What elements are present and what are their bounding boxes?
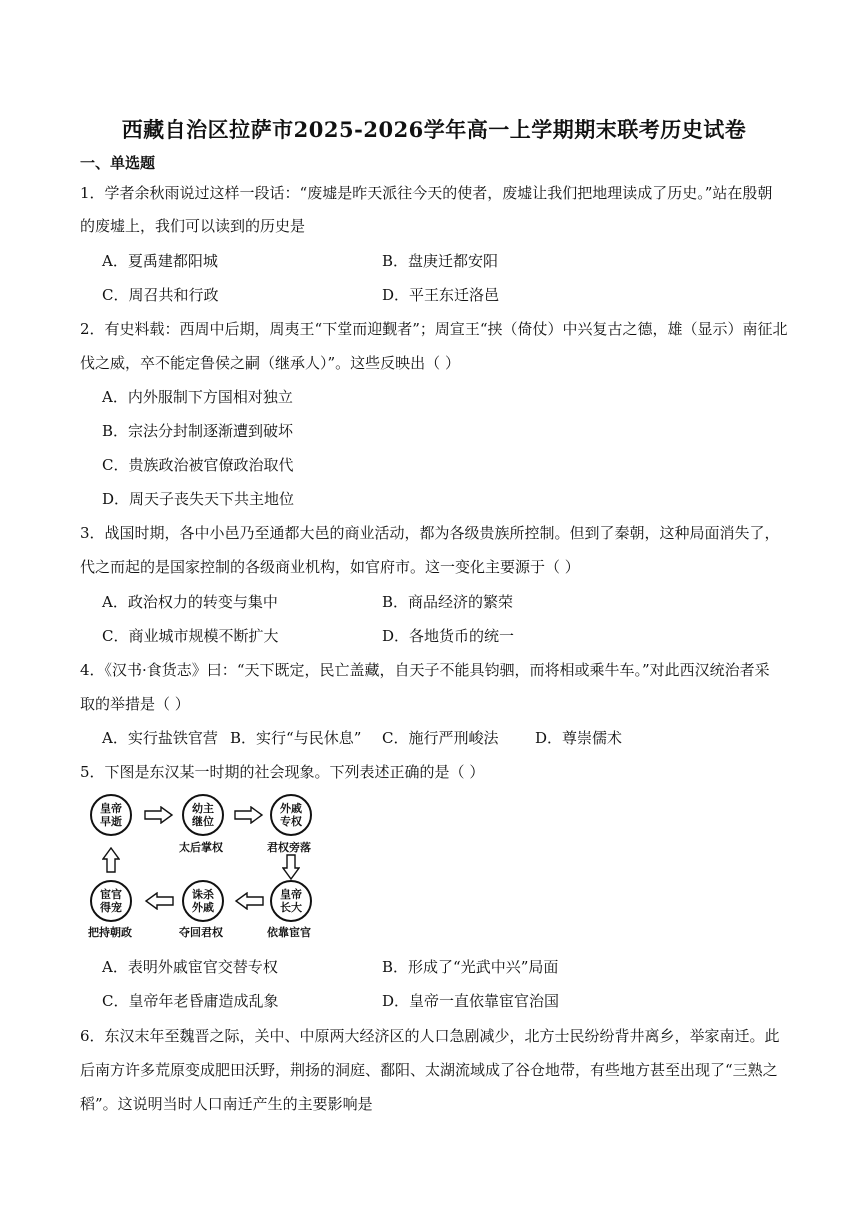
question-3-option-b: B．商品经济的繁荣 <box>382 593 514 611</box>
question-6-line-1: 6．东汉末年至魏晋之际，关中、中原两大经济区的人口急剧减少，北方士民纷纷背井离乡，举家南迁。此 <box>80 1027 780 1045</box>
question-2-option-d: D．周天子丧失天下共主地位 <box>102 490 295 508</box>
question-4-option-d: D．尊崇儒术 <box>535 729 623 747</box>
question-1-option-c: C．周召共和行政 <box>102 286 219 304</box>
question-3-option-a: A．政治权力的转变与集中 <box>102 593 278 611</box>
question-2-option-a: A．内外服制下方国相对独立 <box>102 388 293 406</box>
diagram-caption-regain-power: 夺回君权 <box>179 926 223 939</box>
diagram-caption-empress-dowager: 太后掌权 <box>179 841 223 854</box>
question-3-line-1: 3．战国时期，各中小邑乃至通都大邑的商业活动，都为各级贵族所控制。但到了秦朝，这种局面消失了， <box>80 524 780 542</box>
question-5-option-a: A．表明外戚宦官交替专权 <box>102 958 278 976</box>
question-4-option-b: B．实行“与民休息” <box>230 729 362 747</box>
question-3-line-2: 代之而起的是国家控制的各级商业机构，如官府市。这一变化主要源于（ ） <box>80 558 580 576</box>
question-2-line-2: 伐之威，卒不能定鲁侯之嗣（继承人）”。这些反映出（ ） <box>80 354 460 372</box>
question-1-line-2: 的废墟上，我们可以读到的历史是 <box>80 217 306 235</box>
question-2-line-1: 2．有史料载：西周中后期，周夷王“下堂而迎觐者”；周宣王“挟（倚仗）中兴复古之德，雄（显示）南征北 <box>80 320 788 338</box>
diagram-node-kill-consorts: 诛杀外戚 <box>182 880 224 922</box>
page-title: 西藏自治区拉萨市2025-2026学年高一上学期期末联考历史试卷 <box>121 117 747 142</box>
question-1-line-1: 1．学者余秋雨说过这样一段话：“废墟是昨天派往今天的使者，废墟让我们把地理读成了历史。”站在殷朝 <box>80 184 773 202</box>
question-4-option-c: C．施行严刑峻法 <box>382 729 499 747</box>
question-4-option-a: A．实行盐铁官营 <box>102 729 218 747</box>
diagram-node-emperor-grown: 皇帝长大 <box>270 880 312 922</box>
question-2-option-b: B．宗法分封制逐渐遭到破坏 <box>102 422 294 440</box>
diagram-node-consort-power: 外戚专权 <box>270 794 312 836</box>
question-1-option-d: D．平王东迁洛邑 <box>382 286 500 304</box>
question-3-option-c: C．商业城市规模不断扩大 <box>102 627 279 645</box>
diagram-node-young-ruler: 幼主继位 <box>182 794 224 836</box>
diagram-caption-control-court: 把持朝政 <box>88 926 132 939</box>
diagram-node-emperor-early-death: 皇帝早逝 <box>90 794 132 836</box>
question-1-option-b: B．盘庚迁都安阳 <box>382 252 499 270</box>
question-6-line-2: 后南方许多荒原变成肥田沃野，荆扬的洞庭、鄱阳、太湖流域成了谷仓地带，有些地方甚至出现了“三熟之 <box>80 1061 778 1079</box>
question-4-line-1: 4．《汉书·食货志》曰：“天下既定，民亡盖藏，自天子不能具钧驷，而将相或乘牛车。”对此西汉统治者采 <box>80 661 770 679</box>
eastern-han-cycle-diagram <box>82 792 342 937</box>
question-1-option-a: A．夏禹建都阳城 <box>102 252 218 270</box>
left-arrow-icon <box>234 892 264 910</box>
question-5-option-c: C．皇帝年老昏庸造成乱象 <box>102 992 279 1010</box>
diagram-caption-rely-eunuchs: 依靠宦官 <box>267 926 311 939</box>
diagram-caption-power-lost: 君权旁落 <box>267 841 311 854</box>
question-5-line-1: 5．下图是东汉某一时期的社会现象。下列表述正确的是（ ） <box>80 763 485 781</box>
left-arrow-icon <box>144 892 174 910</box>
right-arrow-icon <box>234 806 264 824</box>
question-4-line-2: 取的举措是（ ） <box>80 695 190 713</box>
question-3-option-d: D．各地货币的统一 <box>382 627 515 645</box>
question-5-option-b: B．形成了“光武中兴”局面 <box>382 958 559 976</box>
question-5-option-d: D．皇帝一直依靠宦官治国 <box>382 992 560 1010</box>
question-6-line-3: 稻”。这说明当时人口南迁产生的主要影响是 <box>80 1095 373 1113</box>
diagram-node-eunuch-favored: 宦官得宠 <box>90 880 132 922</box>
section-heading: 一、单选题 <box>80 154 156 172</box>
down-arrow-icon <box>282 854 300 880</box>
up-arrow-icon <box>102 847 120 873</box>
question-2-option-c: C．贵族政治被官僚政治取代 <box>102 456 294 474</box>
right-arrow-icon <box>144 806 174 824</box>
